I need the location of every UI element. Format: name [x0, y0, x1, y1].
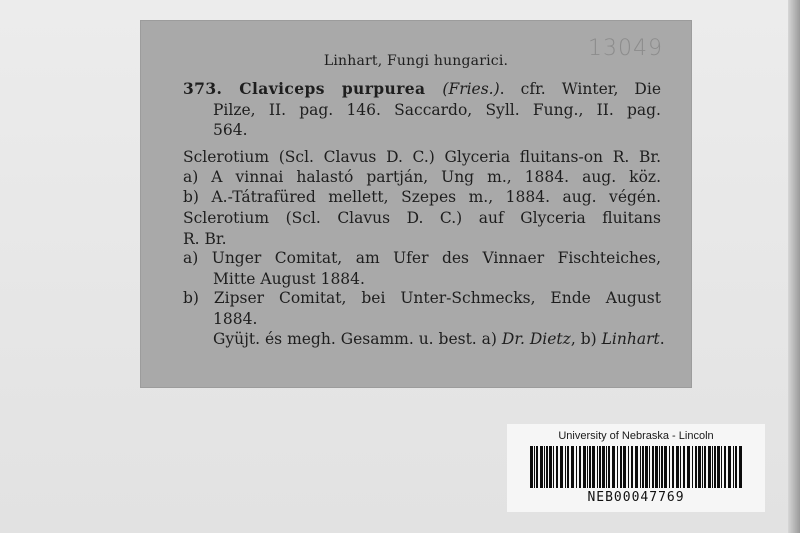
label-text: Sclerotium (Scl. Clavus D. C.) Glyceria fluitans-on R. Br. [183, 148, 661, 166]
barcode-bar [536, 446, 538, 488]
barcode-bar [687, 446, 690, 488]
barcode-bar [642, 446, 644, 488]
barcode-bar [571, 446, 574, 488]
barcode-bar [672, 446, 674, 488]
barcode-icon [530, 446, 742, 488]
label-text: 564. [213, 121, 248, 139]
barcode-bar [579, 446, 581, 488]
barcode-bar [680, 446, 681, 488]
barcode-bar [704, 446, 706, 488]
label-line [183, 249, 661, 267]
barcode-bar [608, 446, 610, 488]
barcode-bar [597, 446, 598, 488]
label-line [213, 310, 257, 328]
label-text: R. Br. [183, 230, 227, 248]
barcode-bar [669, 446, 670, 488]
barcode-bar [733, 446, 734, 488]
barcode-bar [617, 446, 618, 488]
barcode-bar [640, 446, 641, 488]
label-text: . cfr. Winter, Die [499, 80, 661, 98]
barcode-bar [739, 446, 742, 488]
label-text: a) Unger Comitat, am Ufer des Vinnaer Fischteiches, [183, 249, 661, 267]
barcode-bar [589, 446, 591, 488]
label-line [213, 330, 665, 348]
label-text: Dr. Dietz [501, 330, 571, 348]
barcode-bar [645, 446, 648, 488]
barcode-bar [702, 446, 703, 488]
barcode-bar [620, 446, 622, 488]
label-line [183, 230, 227, 248]
barcode-bar [546, 446, 548, 488]
label-line [183, 148, 661, 166]
barcode-bar [623, 446, 626, 488]
barcode-bar [544, 446, 545, 488]
barcode-bar [606, 446, 607, 488]
barcode-bar [712, 446, 713, 488]
label-text: 1884. [213, 310, 258, 328]
label-text: a) A vinnai halastó partján, Ung m., 1884. aug. köz. [183, 168, 661, 186]
label-text: 373. Claviceps purpurea [183, 79, 443, 98]
label-line [183, 209, 661, 227]
barcode-bar [708, 446, 711, 488]
barcode-bar [540, 446, 543, 488]
barcode-bar [661, 446, 663, 488]
barcode-bar [534, 446, 535, 488]
barcode-bar [576, 446, 577, 488]
label-line [213, 121, 248, 139]
barcode-bar [565, 446, 566, 488]
barcode-bar [612, 446, 615, 488]
barcode-bar [717, 446, 720, 488]
barcode-bar [560, 446, 563, 488]
label-line [213, 270, 365, 288]
barcode-bar [602, 446, 605, 488]
specimen-label [140, 20, 692, 388]
barcode-bar [649, 446, 650, 488]
barcode-bar [583, 446, 586, 488]
barcode-bar [695, 446, 697, 488]
barcode-bar [549, 446, 552, 488]
barcode-bar [587, 446, 588, 488]
label-line [183, 80, 661, 98]
label-text: , b) [570, 330, 602, 348]
barcode-bar [553, 446, 554, 488]
label-line [183, 289, 661, 307]
label-text: Pilze, II. pag. 146. Saccardo, Syll. Fung., II. pag. [213, 101, 661, 119]
handwritten-number: 13049 [588, 36, 663, 61]
label-line [183, 188, 661, 206]
barcode-bar [599, 446, 601, 488]
label-text: Linhart [601, 330, 660, 348]
label-text: b) A.-Tátrafüred mellett, Szepes m., 1884. aug. végén. [183, 188, 661, 206]
barcode-bar [735, 446, 737, 488]
label-line [183, 168, 661, 186]
barcode-bar [683, 446, 685, 488]
barcode-bar [655, 446, 658, 488]
barcode-bar [724, 446, 726, 488]
barcode-bar [676, 446, 679, 488]
barcode-bar [567, 446, 569, 488]
institution-name: University of Nebraska - Lincoln [558, 430, 714, 442]
barcode-label [507, 424, 765, 512]
label-text: Mitte August 1884. [213, 270, 365, 288]
label-text: (Fries.) [442, 80, 500, 98]
barcode-number: NEB00047769 [587, 490, 685, 505]
barcode-bar [714, 446, 716, 488]
label-text: . [659, 330, 665, 348]
barcode-bar [635, 446, 638, 488]
label-text: b) Zipser Comitat, bei Unter-Schmecks, Ende August [183, 289, 661, 307]
barcode-bar [698, 446, 701, 488]
barcode-bar [628, 446, 629, 488]
barcode-bar [664, 446, 667, 488]
barcode-bar [659, 446, 660, 488]
barcode-bar [728, 446, 731, 488]
barcode-bar [592, 446, 595, 488]
label-line [213, 101, 661, 119]
label-text: Gyüjt. és megh. Gesamm. u. best. a) [213, 330, 502, 348]
barcode-bar [692, 446, 693, 488]
barcode-bar [721, 446, 722, 488]
barcode-bar [631, 446, 633, 488]
sheet-edge [788, 0, 800, 533]
barcode-bar [530, 446, 533, 488]
label-text: Sclerotium (Scl. Clavus D. C.) auf Glyceria fluitans [183, 209, 661, 227]
label-header: Linhart, Fungi hungarici. [323, 53, 509, 69]
barcode-bar [556, 446, 558, 488]
barcode-bar [652, 446, 654, 488]
